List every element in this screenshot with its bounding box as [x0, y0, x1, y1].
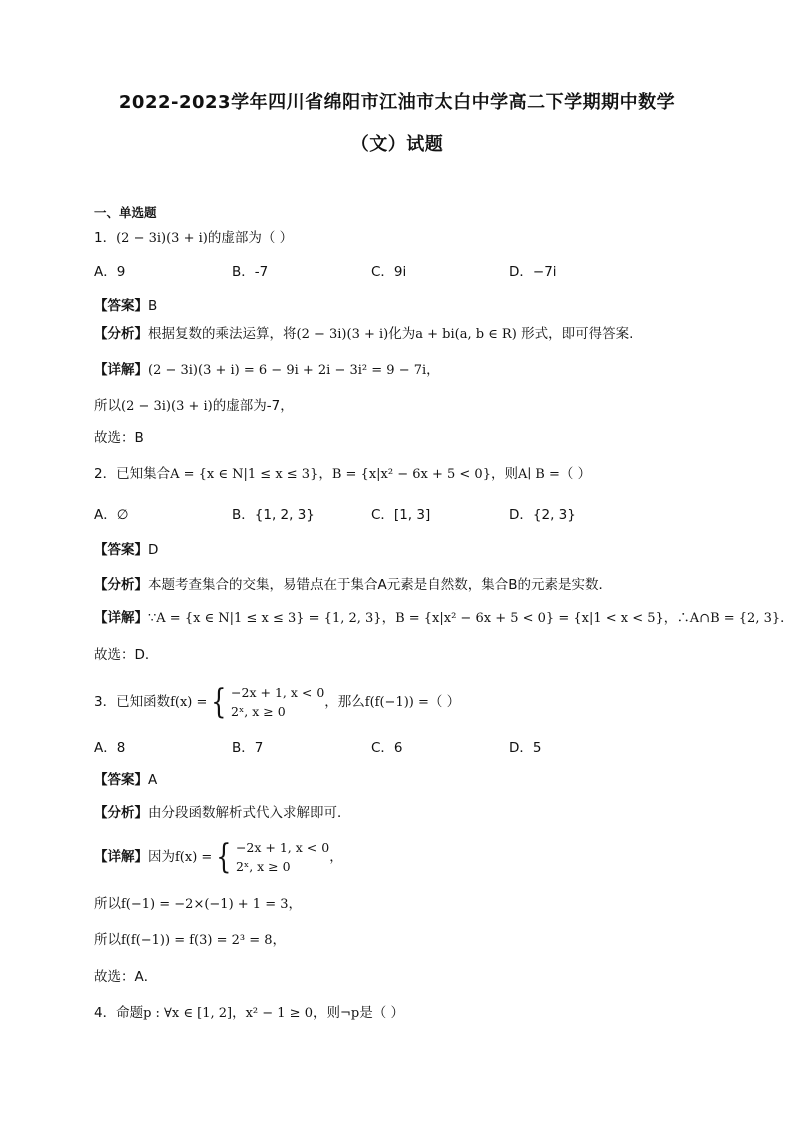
case-2: 2ˣ, x ≥ 0 [235, 859, 291, 874]
question-text: 命题 [116, 1005, 144, 1021]
question-text: （ ） [559, 466, 592, 482]
detail-tag: 【详解】 [94, 362, 148, 378]
math-expression: B = {x|x² − 6x + 5 < 0} = {x|1 < x < 5} [395, 611, 664, 626]
brace-glyph: { [216, 837, 232, 877]
brace-glyph: { [211, 682, 227, 722]
conclusion-line: 故选：A． [94, 969, 158, 985]
detail-text: 所以 [94, 896, 121, 912]
detail-text: ． [780, 610, 794, 626]
analysis-tag: 【分析】 [94, 326, 148, 342]
option-a: A．9 [94, 264, 126, 280]
answer-tag: 【答案】 [94, 298, 148, 314]
detail-tag: 【详解】 [94, 610, 148, 626]
document-title-line2: （文）试题 [350, 134, 444, 155]
detail-text: ， [381, 610, 396, 626]
question-text: ，那么 [324, 694, 365, 710]
document-title-line1: 2022-2023学年四川省绵阳市江油市太白中学高二下学期期中数学 [118, 92, 676, 113]
detail-text: 所以 [94, 398, 121, 414]
conclusion-line: 故选：D． [94, 647, 159, 663]
analysis-line [94, 803, 351, 823]
math-expression: f(f(−1)) = f(3) = 2³ = 8 [121, 933, 273, 948]
analysis-text: 由分段函数解析式代入求解即可． [148, 805, 351, 821]
analysis-line [94, 324, 633, 345]
detail-text: 因为 [148, 849, 175, 865]
detail-tag: 【详解】 [94, 849, 148, 865]
case-1: −2x + 1, x < 0 [235, 840, 330, 855]
question-text: 是（ ） [359, 1005, 404, 1021]
question-text: ， [232, 1005, 246, 1021]
answer-line [94, 540, 158, 560]
option-a: A．∅ [94, 507, 129, 523]
answer-value: D [148, 542, 159, 558]
detail-text: 所以 [94, 932, 121, 948]
detail-text: ， [329, 849, 343, 865]
math-expression: A = {x ∈ N|1 ≤ x ≤ 3} [170, 467, 319, 482]
answer-line [94, 770, 157, 790]
analysis-tag: 【分析】 [94, 577, 148, 593]
math-expression: A∣ B = [517, 467, 560, 482]
detail-text: ， [288, 896, 302, 912]
detail-line [94, 894, 302, 915]
answer-tag: 【答案】 [94, 542, 148, 558]
answer-value: B [148, 298, 158, 314]
math-expression: ¬p [339, 1006, 360, 1021]
question-number: 1． [94, 230, 117, 246]
math-expression: f(f(−1)) = [364, 695, 429, 710]
answer-tag: 【答案】 [94, 772, 148, 788]
section-heading: 一、单选题 [94, 205, 157, 220]
analysis-text: 本题考查集合的交集，易错点在于集合A元素是自然数，集合B的元素是实数． [148, 577, 612, 593]
question-text: 的虚部为（ ） [207, 230, 294, 246]
case-2: 2ˣ, x ≥ 0 [231, 704, 286, 719]
option-d: D．{2, 3} [509, 507, 576, 523]
option-a: A．8 [94, 740, 126, 756]
option-c: C．[1, 3] [371, 507, 431, 523]
question-text: （ ） [428, 694, 461, 710]
math-expression: f(x) = [175, 850, 213, 865]
analysis-line [94, 575, 612, 595]
conclusion-line: 故选：B [94, 430, 144, 446]
analysis-tag: 【分析】 [94, 805, 148, 821]
option-b: B．{1, 2, 3} [232, 507, 315, 523]
option-c: C．6 [371, 740, 403, 756]
option-b: B．7 [232, 740, 264, 756]
option-d: D．−7i [509, 264, 557, 280]
question-text: ， [318, 466, 332, 482]
analysis-text: 形式，即可得答案. [516, 326, 634, 342]
analysis-text: 根据复数的乘法运算，将 [148, 326, 297, 342]
math-expression: a + bi(a, b ∈ R) [415, 327, 517, 342]
math-expression: (2 − 3i)(3 + i) = 6 − 9i + 2i − 3i² = 9 − 7i [148, 363, 427, 378]
question-number: 4． [94, 1005, 117, 1021]
piecewise-function [212, 838, 329, 876]
question-text: ，则 [490, 466, 518, 482]
answer-value: A [148, 772, 158, 788]
math-expression: (2 − 3i)(3 + i) [116, 231, 208, 246]
option-b: B．-7 [232, 264, 269, 280]
math-expression: ，∴A∩B = {2, 3} [663, 611, 781, 626]
question-number: 3． [94, 694, 117, 710]
option-d: D．5 [509, 740, 542, 756]
math-expression: f(x) = [170, 695, 208, 710]
question-1-stem [94, 228, 293, 249]
case-1: −2x + 1, x < 0 [231, 685, 325, 700]
detail-line [94, 360, 440, 381]
question-number: 2． [94, 466, 117, 482]
detail-line [94, 838, 343, 877]
detail-text: ， [272, 932, 287, 948]
detail-line [94, 608, 794, 629]
option-c: C．9i [371, 264, 407, 280]
question-text: ，则 [312, 1005, 340, 1021]
detail-text: ， [426, 362, 440, 378]
question-3-stem [94, 683, 460, 722]
question-2-stem [94, 464, 591, 485]
question-4-stem [94, 1003, 404, 1024]
math-expression: B = {x|x² − 6x + 5 < 0} [331, 467, 491, 482]
detail-line [94, 930, 286, 951]
piecewise-function [207, 683, 324, 721]
math-expression: x² − 1 ≥ 0 [245, 1006, 313, 1021]
analysis-text: 化为 [388, 326, 416, 342]
detail-text: 的虚部为-7， [212, 398, 294, 414]
math-expression: p : ∀x ∈ [1, 2] [143, 1006, 233, 1021]
question-text: 已知函数 [116, 694, 171, 710]
math-expression: f(−1) = −2×(−1) + 1 = 3 [121, 897, 289, 912]
math-expression: ∵A = {x ∈ N|1 ≤ x ≤ 3} = {1, 2, 3} [148, 611, 382, 626]
question-text: 已知集合 [116, 466, 171, 482]
answer-line [94, 296, 157, 316]
math-expression: (2 − 3i)(3 + i) [296, 327, 389, 342]
math-expression: (2 − 3i)(3 + i) [121, 399, 213, 414]
detail-line [94, 396, 294, 417]
